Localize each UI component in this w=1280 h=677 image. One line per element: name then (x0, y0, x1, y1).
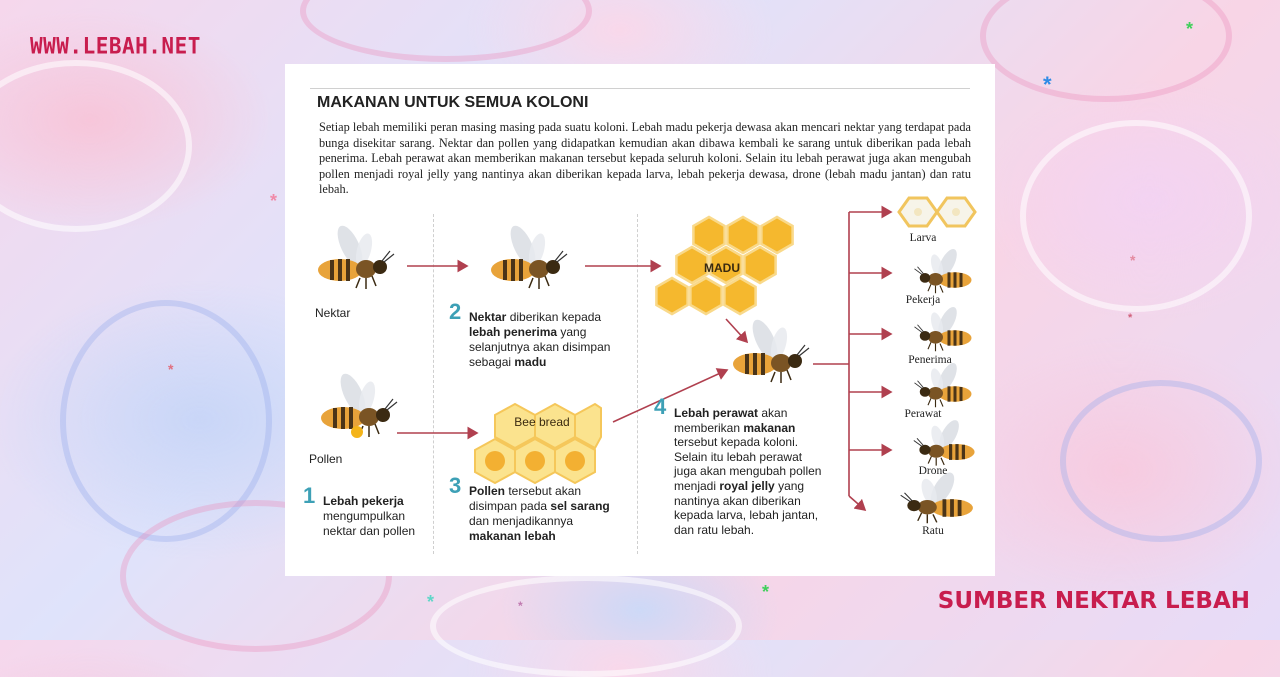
recipient-label: Perawat (904, 408, 942, 420)
step-text: tersebut akan (505, 484, 582, 498)
page-title: SUMBER NEKTAR LEBAH (937, 588, 1250, 614)
step-text: Lebah pekerja (323, 494, 404, 508)
recipient-label: Pekerja (905, 294, 941, 306)
sparkle-icon: * (1043, 72, 1052, 97)
receiver-bee-icon (491, 222, 567, 289)
larva-cells-icon (899, 198, 975, 226)
nektar-bee-icon (318, 222, 394, 289)
step-text: yang (774, 478, 805, 493)
background-swirl (980, 0, 1232, 102)
drone-bee-icon (914, 418, 975, 466)
step-text: nantinya akan diberikan (674, 493, 801, 508)
step-text: menjadi (674, 478, 720, 493)
step-text: tersebut kepada koloni. (674, 435, 799, 450)
step-text: Selain itu lebah perawat (674, 449, 803, 464)
pollen-bee-icon (321, 370, 397, 438)
recipient-label: Ratu (922, 525, 944, 537)
step-text: Nektar (469, 310, 507, 324)
sparkle-icon: * (270, 191, 278, 211)
ratu-bee-icon (901, 470, 973, 523)
sparkle-icon: * (518, 599, 523, 613)
background-swirl (430, 575, 742, 677)
step-text: sebagai (469, 355, 515, 369)
step-number: 3 (449, 473, 462, 498)
step-1 (303, 483, 416, 539)
step-text: disimpan pada (469, 499, 551, 513)
step-text: akan (758, 406, 788, 420)
background-swirl (1020, 120, 1252, 312)
step-text: juga akan mengubah pollen (674, 464, 822, 479)
pekerja-bee-icon (915, 247, 972, 294)
step-text: nektar dan pollen (323, 524, 416, 538)
step-2 (449, 299, 611, 370)
step-text: mengumpulkan (323, 509, 406, 523)
step-number: 4 (654, 394, 667, 419)
step-3 (449, 473, 610, 544)
step-text: yang (557, 325, 587, 339)
step-text: selanjutnya akan disimpan (469, 340, 611, 354)
sparkle-icon: * (168, 361, 174, 377)
background-swirl (0, 60, 192, 232)
sparkle-icon: * (762, 582, 770, 602)
nektar-label: Nektar (315, 306, 351, 320)
sparkle-icon: * (1186, 19, 1194, 39)
step-text: memberikan (674, 420, 744, 435)
recipient-label: Drone (918, 465, 948, 477)
background-swirl (300, 0, 592, 62)
step-text: royal jelly (719, 478, 775, 493)
madu-label: MADU (704, 261, 740, 275)
sparkle-icon: * (1128, 312, 1133, 324)
step-text: madu (514, 355, 547, 369)
step-text: lebah penerima (469, 325, 558, 339)
recipient-label: Larva (909, 232, 937, 244)
sparkle-icon: * (1130, 252, 1136, 268)
step-text: dan menjadikannya (469, 514, 574, 528)
recipient-label: Penerima (908, 354, 952, 366)
step-number: 2 (449, 299, 462, 324)
nurse-bee-icon (733, 316, 809, 383)
step-text: Lebah perawat (674, 406, 759, 420)
intro-paragraph: Setiap lebah memiliki peran masing masing pada suatu koloni. Lebah madu pekerja dewasa akan mencari nektar yang terdapat pada bunga disekitar sarang. Nektar dan pollen yang didapatkan kemudian akan dibawa kembali ke sarang untuk diberikan pada lebah penerima. Lebah perawat akan memberikan makanan tersebut kepada seluruh koloni. Selain itu lebah perawat juga akan mengubah pollen menjadi royal jelly yang nantinya akan diberikan kepada larva, lebah pekerja dewasa, drone (lebah madu jantan) dan ratu lebah. (319, 120, 971, 197)
site-brand[interactable]: WWW.LEBAH.NET (30, 33, 201, 59)
bee-bread-label: Bee bread (514, 415, 570, 429)
pollen-label: Pollen (309, 452, 343, 466)
step-text: Pollen (469, 484, 506, 498)
step-text: sel sarang (550, 499, 610, 513)
step-4 (654, 394, 822, 537)
background-swirl (1060, 380, 1262, 542)
step-text: makanan (743, 420, 796, 435)
step-text: kepada larva, lebah jantan, (674, 508, 819, 523)
infographic-title: MAKANAN UNTUK SEMUA KOLONI (317, 94, 589, 111)
step-text: diberikan kepada (506, 310, 602, 324)
penerima-bee-icon (915, 305, 972, 352)
step-number: 1 (303, 483, 316, 508)
step-text: dan ratu lebah. (674, 522, 755, 537)
sparkle-icon: * (427, 592, 435, 612)
step-text: makanan lebah (469, 529, 556, 543)
perawat-bee-icon (915, 361, 972, 408)
infographic-card (285, 64, 995, 576)
